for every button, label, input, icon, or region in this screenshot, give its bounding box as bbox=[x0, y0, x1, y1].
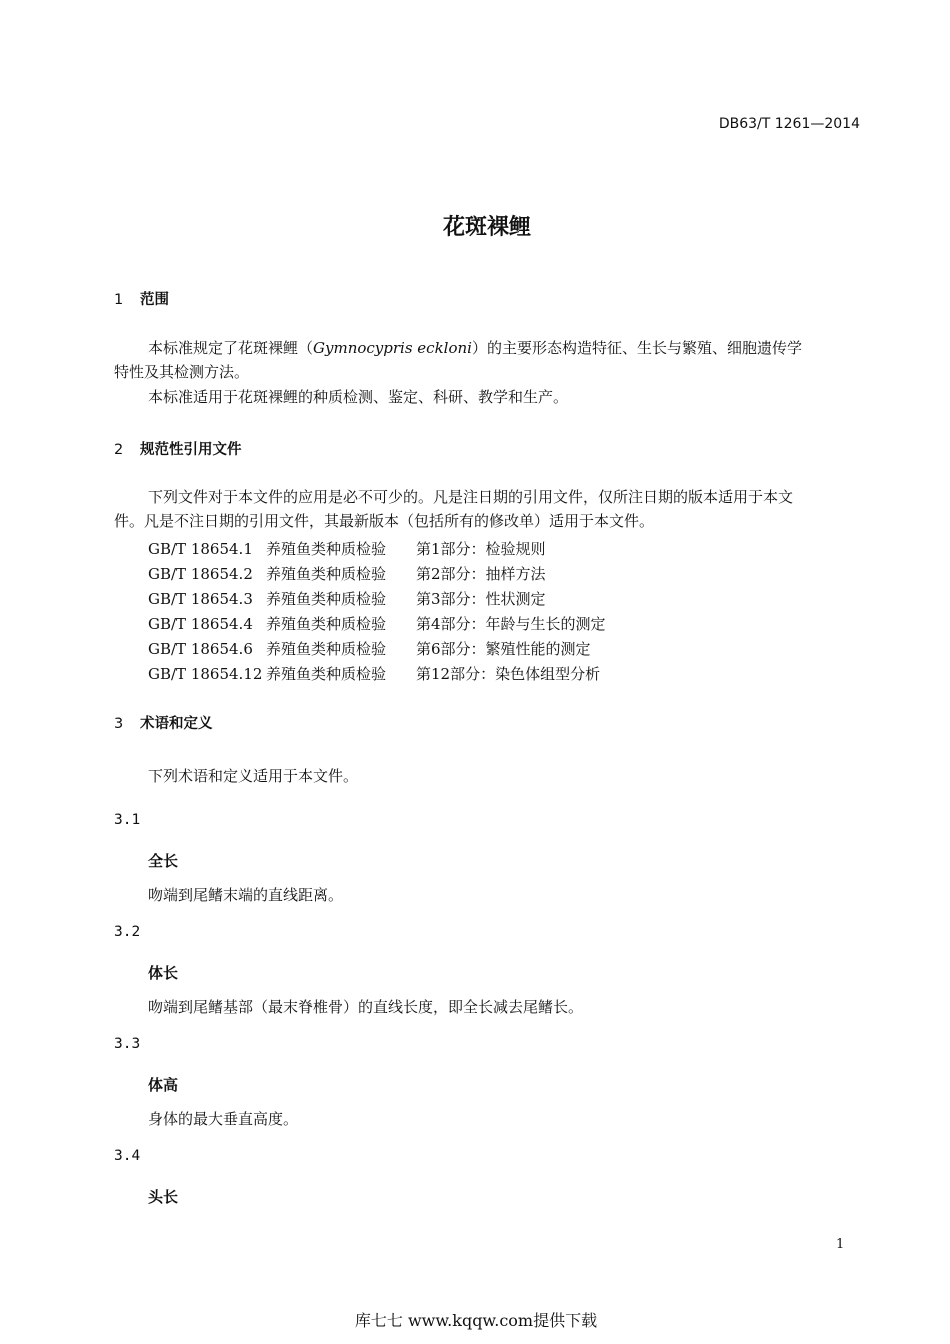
term-name: 体长 bbox=[148, 964, 179, 982]
term-name: 头长 bbox=[148, 1188, 179, 1206]
section-number: 2 bbox=[114, 442, 124, 458]
page-number: 1 bbox=[836, 1237, 845, 1252]
reference-code: GB/T 18654.6 bbox=[148, 640, 253, 658]
scope-paragraph-2: 本标准适用于花斑裸鲤的种质检测、鉴定、科研、教学和生产。 bbox=[148, 388, 569, 406]
reference-code: GB/T 18654.3 bbox=[148, 590, 253, 608]
term-definition: 吻端到尾鳍末端的直线距离。 bbox=[148, 886, 344, 904]
term-definition: 吻端到尾鳍基部（最末脊椎骨）的直线长度，即全长减去尾鳍长。 bbox=[148, 998, 584, 1016]
term-number: 3.3 bbox=[114, 1036, 141, 1052]
reference-item bbox=[148, 588, 546, 609]
reference-name: 养殖鱼类种质检验 bbox=[266, 665, 387, 683]
section-title: 术语和定义 bbox=[140, 716, 213, 732]
reference-name: 养殖鱼类种质检验 bbox=[266, 640, 387, 658]
section-2-heading bbox=[114, 438, 242, 459]
reference-part: 第1部分：检验规则 bbox=[416, 540, 546, 558]
reference-item bbox=[148, 538, 546, 559]
text-fragment: ）的主要形态构造特征、生长与繁殖、细胞遗传学 bbox=[471, 339, 802, 357]
term-name: 全长 bbox=[148, 852, 179, 870]
section-title: 规范性引用文件 bbox=[140, 442, 242, 458]
reference-item bbox=[148, 663, 600, 684]
reference-item bbox=[148, 613, 606, 634]
reference-part: 第12部分：染色体组型分析 bbox=[416, 665, 601, 683]
reference-code: GB/T 18654.2 bbox=[148, 565, 253, 583]
term-number: 3.1 bbox=[114, 812, 141, 828]
reference-code: GB/T 18654.12 bbox=[148, 665, 263, 683]
references-intro-line-1: 下列文件对于本文件的应用是必不可少的。凡是注日期的引用文件，仅所注日期的版本适用于本文 bbox=[148, 488, 794, 506]
latin-name: Gymnocypris eckloni bbox=[313, 339, 472, 357]
reference-part: 第3部分：性状测定 bbox=[416, 590, 546, 608]
reference-name: 养殖鱼类种质检验 bbox=[266, 615, 387, 633]
section-number: 1 bbox=[114, 292, 124, 308]
text-fragment: 本标准规定了花斑裸鲤（ bbox=[148, 339, 314, 357]
reference-part: 第6部分：繁殖性能的测定 bbox=[416, 640, 591, 658]
reference-name: 养殖鱼类种质检验 bbox=[266, 565, 387, 583]
reference-item bbox=[148, 638, 591, 659]
download-footer: 库七七 www.kqqw.com提供下载 bbox=[354, 1311, 598, 1330]
section-title: 范围 bbox=[140, 292, 169, 308]
terms-intro: 下列术语和定义适用于本文件。 bbox=[148, 767, 359, 785]
term-name: 体高 bbox=[148, 1076, 179, 1094]
scope-paragraph-1-cont: 特性及其检测方法。 bbox=[114, 363, 250, 381]
section-number: 3 bbox=[114, 716, 124, 732]
reference-name: 养殖鱼类种质检验 bbox=[266, 590, 387, 608]
reference-item bbox=[148, 563, 546, 584]
standard-code: DB63/T 1261—2014 bbox=[718, 116, 860, 132]
reference-name: 养殖鱼类种质检验 bbox=[266, 540, 387, 558]
reference-part: 第2部分：抽样方法 bbox=[416, 565, 546, 583]
section-1-heading bbox=[114, 288, 169, 309]
scope-paragraph-1 bbox=[148, 336, 802, 360]
reference-part: 第4部分：年龄与生长的测定 bbox=[416, 615, 606, 633]
document-title: 花斑裸鲤 bbox=[442, 215, 531, 240]
term-number: 3.2 bbox=[114, 924, 141, 940]
term-definition: 身体的最大垂直高度。 bbox=[148, 1110, 299, 1128]
references-intro-line-2: 件。凡是不注日期的引用文件，其最新版本（包括所有的修改单）适用于本文件。 bbox=[114, 512, 655, 530]
section-3-heading bbox=[114, 712, 213, 733]
reference-code: GB/T 18654.4 bbox=[148, 615, 253, 633]
reference-code: GB/T 18654.1 bbox=[148, 540, 253, 558]
term-number: 3.4 bbox=[114, 1148, 141, 1164]
